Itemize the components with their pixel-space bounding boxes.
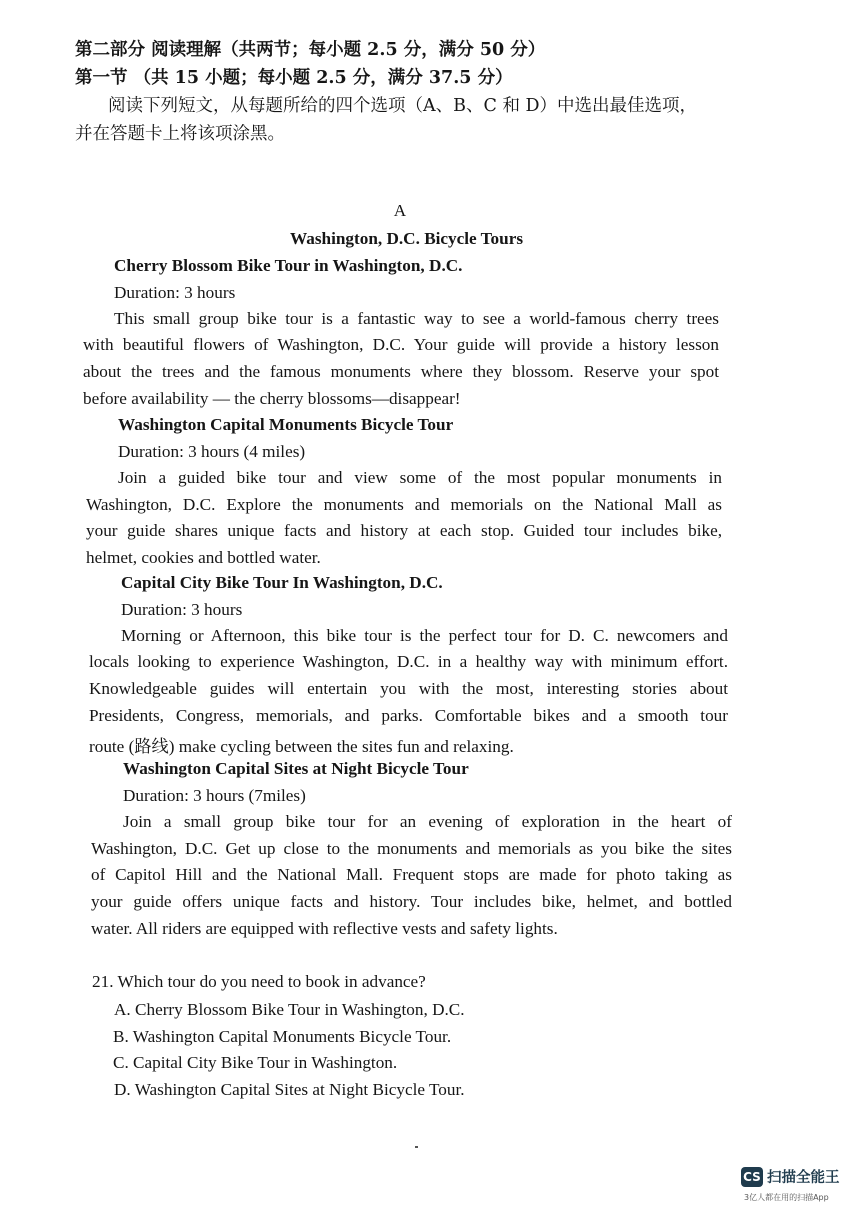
camscanner-logo-icon: CS bbox=[741, 1167, 763, 1187]
question-stem: 21. Which tour do you need to book in advance? bbox=[92, 972, 426, 991]
instruction-line-2: 并在答题卡上将该项涂黑。 bbox=[75, 124, 285, 144]
tour-name: Capital City Bike Tour In Washington, D.C. bbox=[121, 573, 443, 592]
section-title: 第一节 （共 15 小题；每小题 2.5 分，满分 37.5 分） bbox=[75, 68, 513, 88]
answer-option-a: A. Cherry Blossom Bike Tour in Washington, D.C. bbox=[114, 1000, 465, 1019]
tour-duration: Duration: 3 hours (4 miles) bbox=[118, 442, 306, 461]
tour-description-line: with beautiful flowers of Washington, D.C. Your guide will provide a history lesson bbox=[83, 335, 719, 354]
part-title: 第二部分 阅读理解（共两节；每小题 2.5 分，满分 50 分） bbox=[75, 40, 546, 60]
watermark-tagline: 3亿人都在用的扫描App bbox=[744, 1193, 829, 1202]
tour-description-line: This small group bike tour is a fantastic way to see a world-famous cherry trees bbox=[114, 309, 719, 328]
tour-description-line: Join a small group bike tour for an evening of exploration in the heart of bbox=[123, 812, 732, 831]
tour-duration: Duration: 3 hours bbox=[121, 600, 243, 619]
tour-description-line: route (路线) make cycling between the sites fun and relaxing. bbox=[89, 737, 514, 756]
answer-option-d: D. Washington Capital Sites at Night Bicycle Tour. bbox=[114, 1080, 465, 1099]
tour-description-line: Morning or Afternoon, this bike tour is the perfect tour for D. C. newcomers and bbox=[121, 626, 728, 645]
tour-duration: Duration: 3 hours bbox=[114, 283, 236, 302]
answer-option-b: B. Washington Capital Monuments Bicycle Tour. bbox=[113, 1027, 452, 1046]
tour-description-line: Join a guided bike tour and view some of the most popular monuments in bbox=[118, 468, 722, 487]
tour-description-line: locals looking to experience Washington, D.C. in a healthy way with minimum effort. bbox=[89, 652, 728, 671]
tour-description-line: Washington, D.C. Get up close to the monuments and memorials as you bike the sites bbox=[91, 839, 732, 858]
tour-description-line: Knowledgeable guides will entertain you with the most, interesting stories about bbox=[89, 679, 728, 698]
tour-description-line: helmet, cookies and bottled water. bbox=[86, 548, 321, 567]
tour-description-line: water. All riders are equipped with reflective vests and safety lights. bbox=[91, 919, 558, 938]
tour-description-line: your guide shares unique facts and history at each stop. Guided tour includes bike, bbox=[86, 521, 722, 540]
page-mark bbox=[415, 1146, 418, 1148]
passage-letter: A bbox=[393, 201, 407, 220]
passage-title: Washington, D.C. Bicycle Tours bbox=[290, 229, 524, 248]
tour-name: Washington Capital Sites at Night Bicycle Tour bbox=[123, 759, 469, 778]
tour-description-line: Presidents, Congress, memorials, and parks. Comfortable bikes and a smooth tour bbox=[89, 706, 728, 725]
instruction-line-1: 阅读下列短文，从每题所给的四个选项（A、B、C 和 D）中选出最佳选项， bbox=[108, 96, 698, 116]
tour-description-line: of Capitol Hill and the National Mall. Frequent stops are made for photo taking as bbox=[91, 865, 732, 884]
tour-name: Washington Capital Monuments Bicycle Tour bbox=[118, 415, 454, 434]
tour-description-line: before availability — the cherry blossoms—disappear! bbox=[83, 389, 461, 408]
tour-description-line: Washington, D.C. Explore the monuments and memorials on the National Mall as bbox=[86, 495, 722, 514]
tour-name: Cherry Blossom Bike Tour in Washington, D.C. bbox=[114, 256, 463, 275]
answer-option-c: C. Capital City Bike Tour in Washington. bbox=[113, 1053, 398, 1072]
watermark-app-name: 扫描全能王 bbox=[767, 1170, 840, 1186]
tour-description-line: about the trees and the famous monuments where they blossom. Reserve your spot bbox=[83, 362, 719, 381]
tour-description-line: your guide offers unique facts and history. Tour includes bike, helmet, and bottled bbox=[91, 892, 732, 911]
tour-duration: Duration: 3 hours (7miles) bbox=[123, 786, 306, 805]
